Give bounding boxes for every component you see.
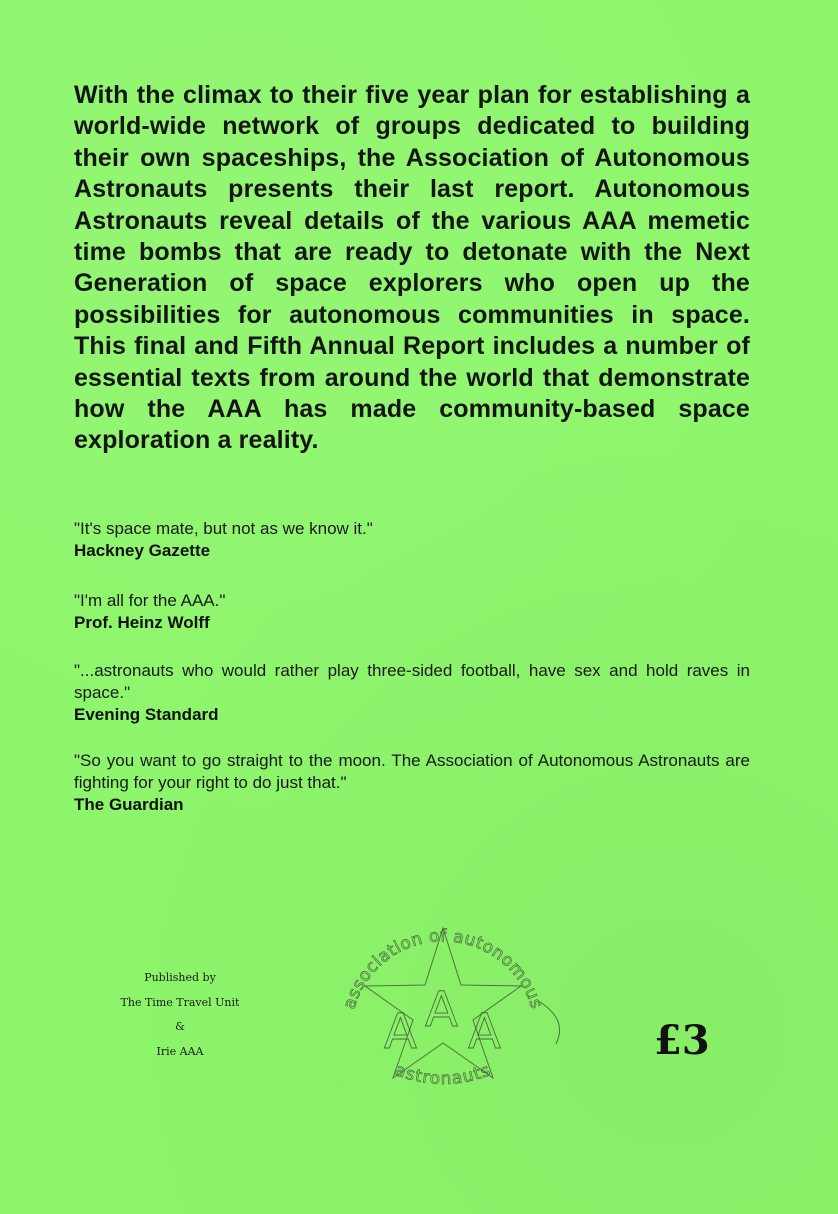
logo-top-text: association of autonomous — [339, 926, 547, 1012]
quote-text: "So you want to go straight to the moon. The Association of Autonomous Astronauts are fighting for your right to do just that." — [74, 751, 750, 792]
publisher-credit — [110, 966, 250, 1064]
quote-source: The Guardian — [74, 795, 184, 814]
publisher-ampersand: & — [175, 1020, 185, 1033]
logo-letter-a-right: A — [468, 1004, 501, 1060]
publisher-line: Published by — [144, 971, 216, 984]
aaa-logo-stamp — [318, 900, 568, 1110]
quote-text: "It's space mate, but not as we know it." — [74, 519, 373, 538]
description-paragraph: With the climax to their five year plan for establishing a world-wide network of groups dedicated to building their own spaceships, the Association of Autonomous Astronauts presents their last report. Autonomous Astronauts reveal details of the various AAA memetic time bombs that are ready to detonate with the Next Generation of space explorers who open up the possibilities for autonomous communities in space. This final and Fifth Annual Report includes a number of essential texts from around the world that demonstrate how the AAA has made community-based space exploration a reality. — [74, 81, 750, 455]
quote-2 — [74, 590, 750, 634]
quote-text: "I'm all for the AAA." — [74, 591, 226, 610]
quote-text: "...astronauts who would rather play three-sided football, have sex and hold raves in space." — [74, 661, 750, 702]
quote-source: Hackney Gazette — [74, 541, 211, 560]
logo-letter-a-center: A — [425, 982, 458, 1038]
quote-3 — [74, 660, 750, 726]
logo-bottom-text: astronauts — [392, 1060, 494, 1090]
price-label: £3 — [654, 1017, 710, 1064]
logo-letter-a-left: A — [384, 1004, 417, 1060]
quote-source: Prof. Heinz Wolff — [74, 613, 210, 632]
publisher-name: The Time Travel Unit — [120, 995, 240, 1009]
publisher-name: Irie AAA — [156, 1044, 204, 1058]
quote-source: Evening Standard — [74, 705, 219, 724]
quote-4 — [74, 750, 750, 816]
quote-1 — [74, 518, 750, 562]
